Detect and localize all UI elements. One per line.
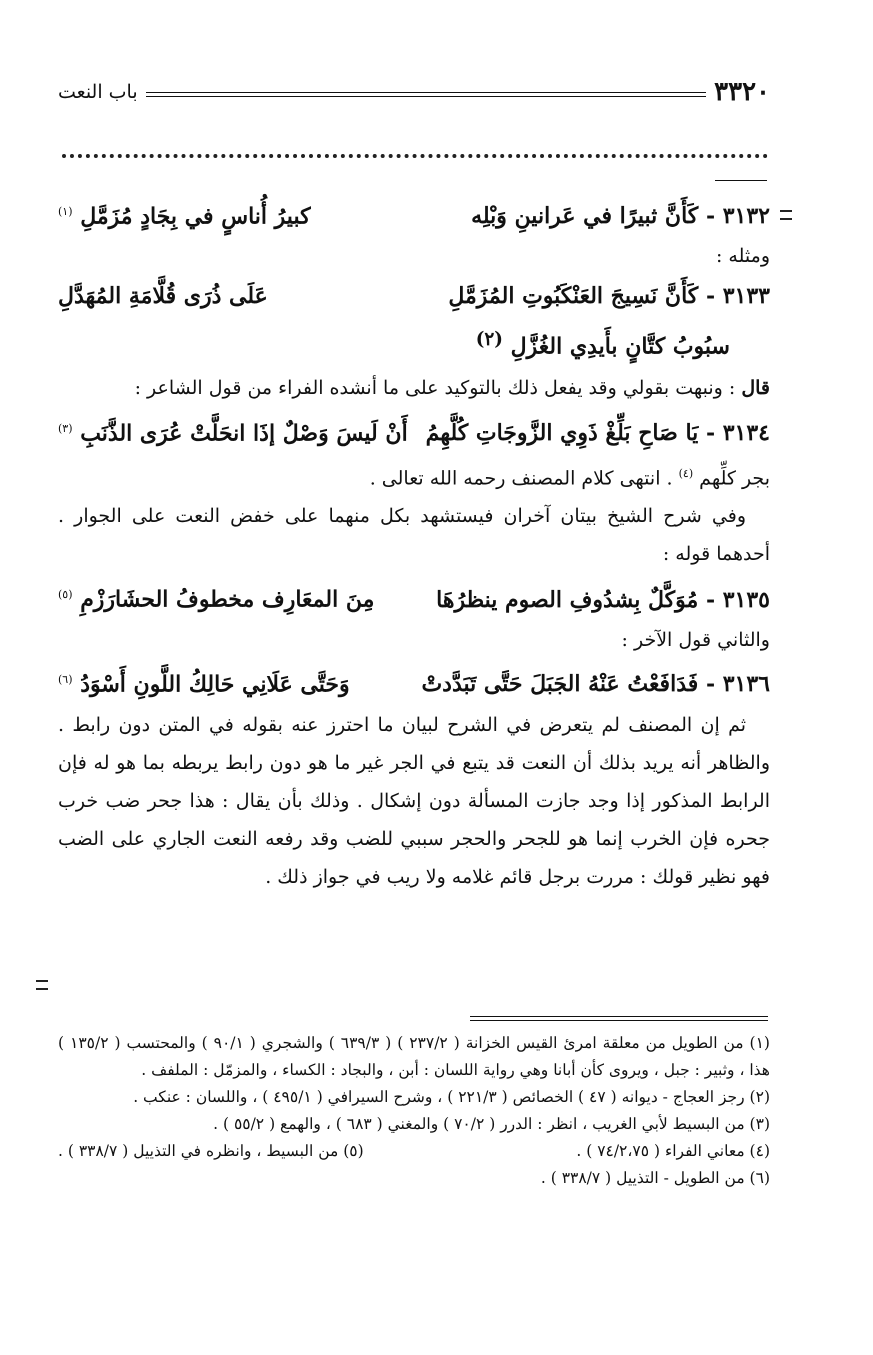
intro-line: والثاني قول الآخر : [621,628,770,651]
verse-first-hemistich [421,662,770,706]
verse-first-hemistich [471,194,770,238]
verse-text: أَنْ لَيسَ وَصْلٌ إذَا انحَلَّتْ عُرَى الذَّنَبِ [80,419,408,446]
footnote-row-4-5 [58,1138,770,1165]
verse-number: ٣١٣٥ - [705,586,770,613]
footnote-5: (٥) من البسيط ، وانظره في التذييل ( ٣٣٨/٧ ) . [58,1142,364,1160]
verse-3135 [58,573,770,621]
footnote-3: (٣) من البسيط لأبي الغريب ، انظر : الدرر ( ٧٠/٢ ) والمغني ( ٦٨٣ ) ، والهمع ( ٥٥/٢ ) . [213,1115,770,1133]
verse-number: ٣١٣٢ - [705,203,770,230]
verse-number: ٣١٣٣ - [705,283,770,310]
verse-first-hemistich [426,411,770,455]
paragraph-sharh: وفي شرح الشيخ بيتان آخران فيستشهد بكل منهما على خفض النعت على الجوار . أحدهما قوله : [58,505,770,566]
section-title: باب النعت [58,81,138,103]
verse-second-hemistich [58,407,408,455]
verse-text: يَا صَاحِ بَلِّغْ ذَوِي الزَّوجَاتِ كُلَّهِمُ [425,419,699,446]
verse-text: سبُوبُ كتَّانٍ بأَيدِي الغُزَّلِ [510,333,730,360]
short-divider [715,180,767,181]
running-header [58,74,770,110]
footnote-2: (٢) رجز العجاج - ديوانه ( ٤٧ ) الخصائص ( ٢٢١/٣ ) ، وشرح السيرافي ( ٤٩٥/١ ) ، واللسان : عنكب . [133,1088,770,1106]
page-number: ٣٣٢٠ [714,77,770,107]
footnote-6: (٦) من الطويل - التذييل ( ٣٣٨/٧ ) . [540,1169,770,1187]
footnote-1: (١) من الطويل من معلقة امرئ القيس الخزانة ( ٢٣٧/٢ ) ( ٦٣٩/٣ ) والشجري ( ٩٠/١ ) والمحتسب ( ١٣٥/٢ ) هذا ، وثبير : جبل ، ويروى كأن أبانا وهي رواية اللسان : أبن ، والبجاد : الكساء ، والمزمّل : الملفف . [58,1034,770,1079]
paragraph-bajr [58,455,770,497]
footnote-4: (٤) معاني الفراء ( ٧٤/٢،٧٥ ) . [576,1142,770,1160]
paragraph-text: . انتهى كلام المصنف رحمه الله تعالى . [369,467,673,490]
footnote-rule [470,1016,768,1021]
verse-second-hemistich [58,274,268,318]
verse-first-hemistich [436,578,770,622]
verse-3134 [58,407,770,455]
verse-second-hemistich [58,573,374,621]
verse-first-hemistich [448,274,770,318]
verse-3133 [58,274,770,318]
verse-text: وَحَتَّى عَلَانِي حَالِكُ اللَّونِ أَسْوَدُ [80,670,350,697]
qala-word: قال [741,376,770,399]
margin-mark-top [780,210,792,220]
footnote-ref: (١) [58,205,73,218]
verse-number: ٣١٣٤ - [705,419,770,446]
paragraph-text: : ونبهت بقولي وقد يفعل ذلك بالتوكيد على ما أنشده الفراء من قول الشاعر : [134,376,736,399]
verse-second-hemistich [58,190,311,238]
verse-number: ٣١٣٦ - [705,670,770,697]
footnote-ref: (٤) [678,466,694,480]
verse-3132 [58,190,770,238]
intro-line: ومثله : [715,245,770,268]
verse-text: كَأَنَّ ثبيرًا في عَرانينِ وَبْلِه [471,203,699,230]
footnote-ref: (٢) [475,329,503,351]
paragraph-final: ثم إن المصنف لم يتعرض في الشرح لبيان ما احترز عنه بقوله في المتن دون رابط . والظاهر أنه يريد بذلك أن النعت قد يتبع في الجر غير ما هو دون رابط يربطه بما هو له فإن الرابط المذكور إذا وجد جازت المسألة دون إشكال . وذلك بأن يقال : هذا جحر ضب خرب جحره فإن الخرب إنما هو للجحر والحجر سببي للضب وقد رفعه النعت الجاري على الضب فهو نظير قولك : مررت برجل قائم غلامه ولا ريب في جواز ذلك . [58,713,770,888]
verse-text: مُوَكَّلٌ بِشدُوفِ الصوم ينظرُهَا [436,586,699,613]
verse-3136 [58,658,770,706]
verse-second-hemistich [58,658,350,706]
footnotes [58,1030,770,1192]
verse-text: فَدَافَعْتُ عَنْهُ الجَبَلَ حَتَّى تَبَدَّدتْ [421,670,699,697]
footnote-ref: (٥) [58,588,73,602]
header-rule [146,92,707,97]
verse-3133-third-line [58,318,770,368]
margin-mark-bottom [36,980,48,990]
paragraph-qala [58,369,770,407]
verse-text: كَأَنَّ نَسِيجَ العَنْكَبُوتِ المُزَمَّلِ [448,283,699,310]
verse-text: عَلَى ذُرَى قُلَّامَةِ المُهَدَّلِ [58,283,268,310]
footnote-ref: (٣) [58,421,73,435]
dotted-divider [62,146,768,158]
footnote-ref: (٦) [58,672,73,686]
verse-text: كبيرُ أُناسٍ في بِجَادٍ مُزَمَّلِ [80,203,311,230]
paragraph-text: بجر كلِّهم [699,467,770,490]
main-text [58,190,770,896]
verse-text: مِنَ المعَارِف مخطوفُ الحشَارَزْمِ [80,586,375,613]
